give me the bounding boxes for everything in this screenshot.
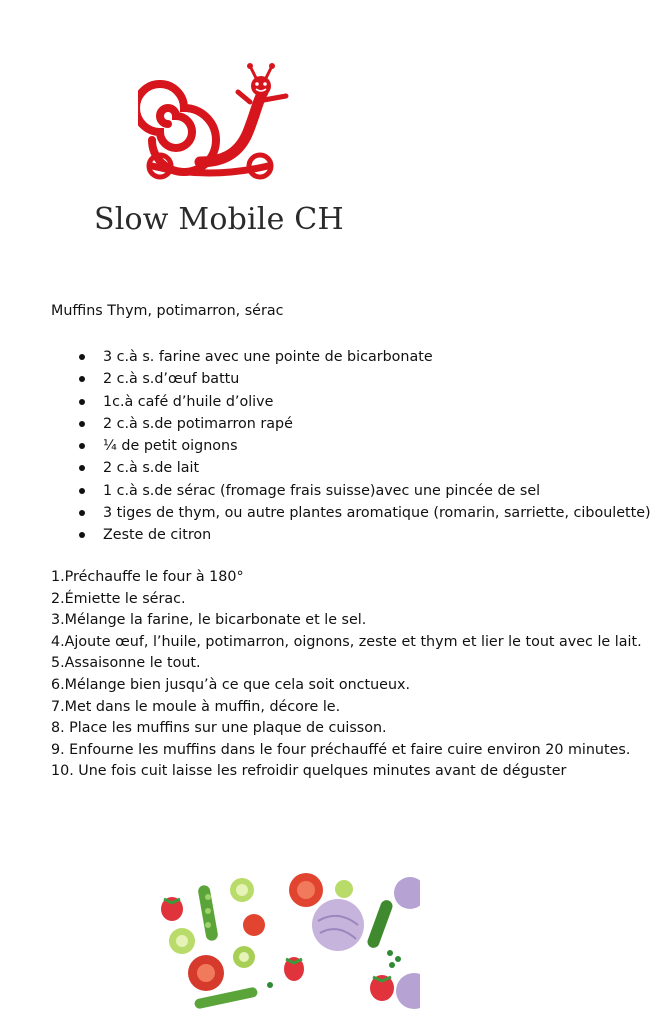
tomato-icon — [188, 955, 224, 991]
snail-logo-icon — [138, 62, 308, 192]
steps-list — [51, 567, 642, 783]
list-item: Zeste de citron — [0, 524, 651, 546]
cabbage-icon — [396, 973, 420, 1009]
zucchini-slice-icon — [335, 880, 353, 898]
list-item: 3 c.à s. farine avec une pointe de bicarbonate — [0, 346, 651, 368]
cabbage-icon — [312, 899, 364, 951]
list-item: 2 c.à s.de lait — [0, 457, 651, 479]
brand-logo — [88, 62, 348, 252]
list-item: 3 tiges de thym, ou autre plantes aromatique (romarin, sarriette, ciboulette) — [0, 502, 651, 524]
step-item: 1.Préchauffe le four à 180° — [51, 569, 244, 585]
step-item: 10. Une fois cuit laisse les refroidir quelques minutes avant de déguster — [51, 763, 567, 780]
list-item: 2 c.à s.d’œuf battu — [0, 368, 651, 390]
pea-pod-icon — [197, 884, 219, 941]
zucchini-slice-icon — [230, 878, 254, 902]
brand-name: Slow Mobile CH — [94, 202, 344, 237]
step-item: 9. Enfourne les muffins dans le four préchauffé et faire cuire environ 20 minutes. — [51, 741, 631, 758]
tomato-icon — [289, 873, 323, 907]
recipe-title: Muffins Thym, potimarron, sérac — [51, 303, 284, 319]
tomato-icon — [243, 914, 265, 936]
list-item: 1 c.à s.de sérac (fromage frais suisse)avec une pincée de sel — [0, 480, 651, 502]
strawberry-icon — [370, 975, 394, 1001]
list-item: ¼ de petit oignons — [0, 435, 651, 457]
ingredients-list — [0, 346, 651, 547]
zucchini-slice-icon — [169, 928, 195, 954]
step-item: 7.Met dans le moule à muffin, décore le. — [51, 698, 341, 715]
step-item: 3.Mélange la farine, le bicarbonate et le sel. — [51, 612, 367, 629]
step-item: 6.Mélange bien jusqu’à ce que cela soit onctueux. — [51, 676, 411, 693]
step-item: 8. Place les muffins sur une plaque de cuisson. — [51, 720, 387, 737]
zucchini-slice-icon — [233, 946, 255, 968]
list-item: 1c.à café d’huile d’olive — [0, 391, 651, 413]
strawberry-icon — [161, 897, 183, 921]
vegetables-illustration — [154, 873, 420, 1013]
step-item: 2.Émiette le sérac. — [51, 590, 186, 607]
strawberry-icon — [284, 957, 304, 981]
list-item: 2 c.à s.de potimarron rapé — [0, 413, 651, 435]
pea-pod-icon — [366, 898, 394, 949]
cabbage-icon — [394, 877, 420, 909]
step-item: 4.Ajoute œuf, l’huile, potimarron, oignons, zeste et thym et lier le tout avec le lait. — [51, 633, 642, 650]
step-item: 5.Assaisonne le tout. — [51, 655, 201, 672]
